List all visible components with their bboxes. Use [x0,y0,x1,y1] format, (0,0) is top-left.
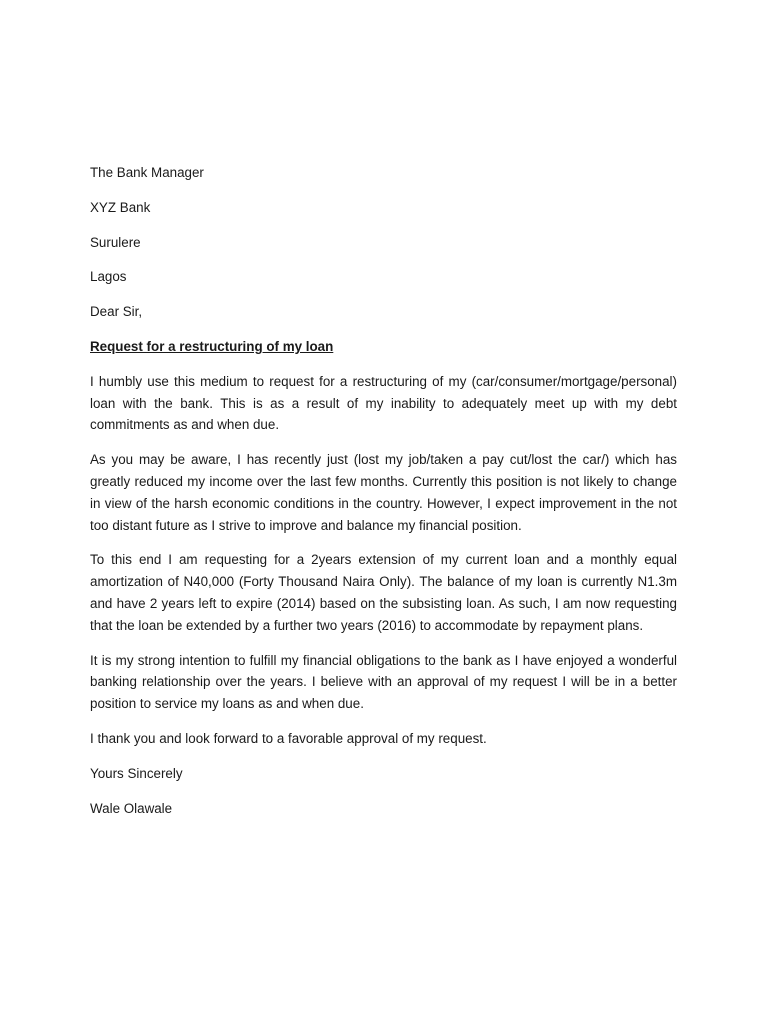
recipient-city: Lagos [90,269,127,285]
letter-page [90,162,677,832]
paragraph-1: I humbly use this medium to request for a restructuring of my (car/consumer/mortgage/personal) loan with the bank. This is as a result of my inability to adequately meet up with my debt commitments as and when due. [90,373,677,433]
letter-subject: Request for a restructuring of my loan [90,338,334,354]
paragraph-2: As you may be aware, I has recently just (lost my job/taken a pay cut/lost the car/) which has greatly reduced my income over the last few months. Currently this position is not likely to change in view of the harsh economic conditions in the country. However, I expect improvement in the not too distant future as I strive to improve and balance my financial position. [90,452,677,533]
sign-off: Yours Sincerely [90,765,183,781]
recipient-title: The Bank Manager [90,165,204,180]
closing-line: I thank you and look forward to a favorable approval of my request. [90,730,487,746]
paragraph-4: It is my strong intention to fulfill my financial obligations to the bank as I have enjoyed a wonderful banking relationship over the years. I believe with an approval of my request I will be in a better position to service my loans as and when due. [90,652,677,712]
salutation: Dear Sir, [90,304,143,320]
recipient-bank: XYZ Bank [90,199,151,215]
paragraph-3: To this end I am requesting for a 2years extension of my current loan and a monthly equal amortization of N40,000 (Forty Thousand Naira Only). The balance of my loan is currently N1.3m and have 2 years left to expire (2014) based on the subsisting loan. As such, I am now requesting that the loan be extended by a further two years (2016) to accommodate by repayment plans. [90,552,677,633]
recipient-area: Surulere [90,234,141,250]
signature-name: Wale Olawale [90,800,173,816]
